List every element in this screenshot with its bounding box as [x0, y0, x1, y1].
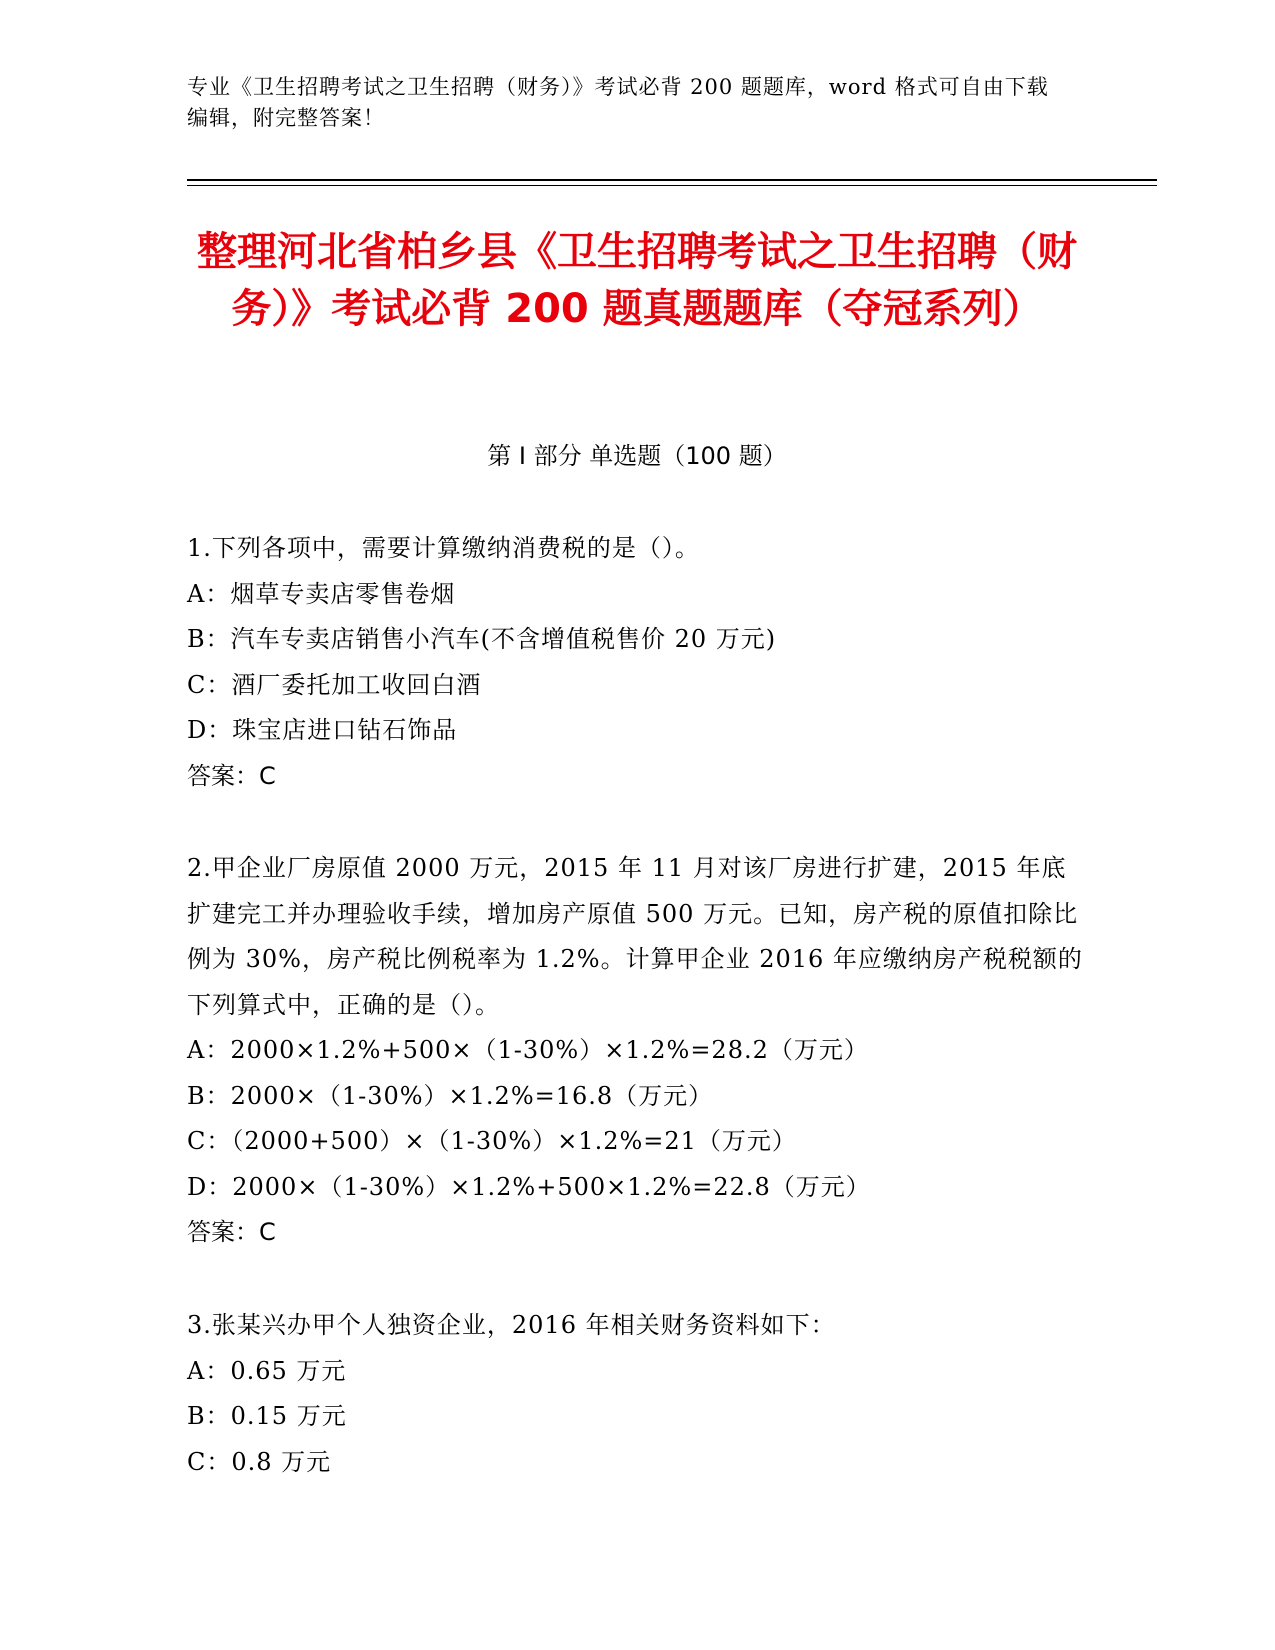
option-b: B：汽车专卖店销售小汽车(不含增值税售价 20 万元)	[187, 625, 777, 653]
question-2	[187, 846, 1087, 1256]
option-a: A：烟草专卖店零售卷烟	[187, 579, 456, 608]
option-c: C：（2000+500）×（1-30%）×1.2%=21（万元）	[187, 1127, 797, 1155]
header-note: 专业《卫生招聘考试之卫生招聘（财务）》考试必背 200 题题库，word 格式可自由下载编辑，附完整答案！	[187, 75, 1049, 130]
option-a: A：0.65 万元	[187, 1356, 347, 1385]
question-stem: 3.张某兴办甲个人独资企业，2016 年相关财务资料如下：	[187, 1311, 836, 1339]
option-c: C：酒厂委托加工收回白酒	[187, 670, 482, 699]
answer-line: 答案：C	[187, 761, 276, 790]
answer-line: 答案：C	[187, 1218, 276, 1246]
question-stem: 1.下列各项中，需要计算缴纳消费税的是（）。	[187, 534, 700, 562]
option-b: B：2000×（1-30%）×1.2%=16.8（万元）	[187, 1081, 714, 1110]
option-a: A：2000×1.2%+500×（1-30%）×1.2%=28.2（万元）	[187, 1036, 869, 1064]
question-3	[187, 1303, 1087, 1485]
option-d: D：2000×（1-30%）×1.2%+500×1.2%=22.8（万元）	[187, 1172, 871, 1201]
header-divider-thick	[187, 179, 1157, 181]
option-b: B：0.15 万元	[187, 1402, 347, 1430]
option-d: D：珠宝店进口钻石饰品	[187, 716, 458, 744]
section-title: 第 I 部分 单选题（100 题）	[487, 442, 787, 470]
question-stem: 2.甲企业厂房原值 2000 万元，2015 年 11 月对该厂房进行扩建，2015 年底扩建完工并办理验收手续，增加房产原值 500 万元。已知，房产税的原值扣除比例为 30%，房产税比例税率为 1.2%。计算甲企业 2016 年应缴纳房产税税额的下列算式中，正确的是（）。	[187, 854, 1083, 1019]
header-divider-thin	[187, 185, 1157, 186]
question-1	[187, 526, 1087, 799]
option-c: C：0.8 万元	[187, 1447, 332, 1476]
document-title: 整理河北省柏乡县《卫生招聘考试之卫生招聘（财务）》考试必背 200 题真题题库（夺冠系列）	[197, 229, 1077, 332]
